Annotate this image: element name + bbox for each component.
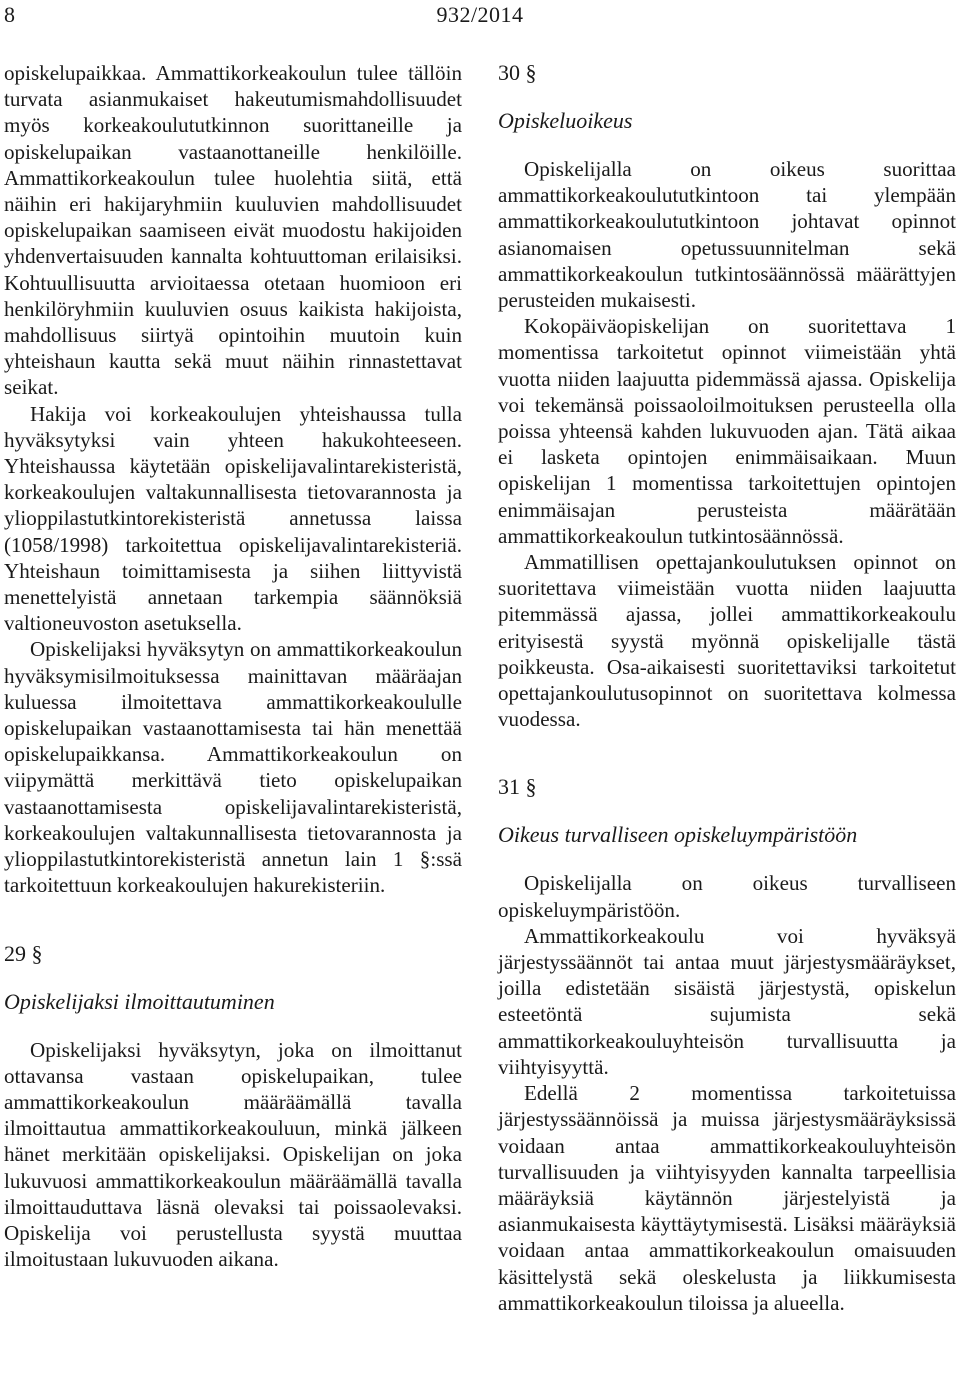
spacer: [498, 732, 956, 774]
section-number-31: 31 §: [498, 774, 537, 800]
spacer: [4, 899, 462, 941]
paragraph: Hakija voi korkeakoulujen yhteishaussa tulla hyväksytyksi vain yhteen hakukohteeseen. Yhteishaussa käytetään opiskelijavalintarekisteristä, korkeakoulujen valtakunnallisesta tietovarannosta ja ylioppilastutkintorekisteristä annetussa laissa (1058/1998) tarkoitettua opiskelijavalintarekisteriä. Yhteishaun toimittamisesta ja siihen liittyvistä menettelyistä annetaan tarkempia säännöksiä valtioneuvoston asetuksella.: [4, 401, 462, 636]
spacer: [498, 800, 956, 822]
paragraph: Ammattikorkeakoulu voi hyväksyä järjestyssäännöt tai antaa muut järjestysmääräykset, joilla edistetään sisäistä järjestystä, opiskelun esteetöntä sujumista sekä ammattikorkeakouluyhteisön turvallisuutta ja viihtyisyyttä.: [498, 923, 956, 1079]
left-column: [4, 60, 462, 1272]
paragraph: opiskelupaikkaa. Ammattikorkeakoulun tulee tällöin turvata asianmukaiset hakeutumismahdollisuudet myös korkeakoulututkinnon suorittaneille ja opiskelupaikan vastaanottaneille henkilöille. Ammattikorkeakoulun tulee huolehtia siitä, että näihin eri hakijaryhmiin kuuluvien mahdollisuudet opiskelupaikan saamiseen eivät muodostu hakijoiden yhdenvertaisuuden kannalta kohtuuttoman erilaisiksi. Kohtuullisuutta arvioitaessa otetaan huomioon eri henkilöryhmiin kuuluvien osuus kaikista hakijoista, mahdollisuus siirtyä opintoihin muutoin kuin yhteishaun kautta sekä muut näihin rinnastettavat seikat.: [4, 61, 462, 400]
spacer: [498, 848, 956, 870]
section-number-29: 29 §: [4, 940, 43, 966]
spacer: [498, 134, 956, 156]
section-title-30: Opiskeluoikeus: [498, 108, 633, 133]
right-column: [498, 60, 956, 1316]
paragraph: Opiskelijalla on oikeus turvalliseen opiskeluympäristöön.: [498, 871, 956, 922]
section-number-30: 30 §: [498, 60, 537, 85]
paragraph: Opiskelijaksi hyväksytyn, joka on ilmoittanut ottavansa vastaan opiskelupaikan, tulee ammattikorkeakoulun määräämällä tavalla ilmoittautua ammattikorkeakouluun, minkä jälkeen hänet merkitään opiskelijaksi. Opiskelijan on joka lukuvuosi ammattikorkeakoulun määräämällä tavalla ilmoittauduttava läsnä olevaksi tai poissaolevaksi. Opiskelija voi perustellusta syystä muuttaa ilmoitustaan lukuvuoden aikana.: [4, 1037, 462, 1272]
paragraph: Opiskelijalla on oikeus suorittaa ammattikorkeakoulututkintoon tai ylempään ammattikorkeakoulututkintoon johtavat opinnot asianomaisen opetussuunnitelman sekä ammattikorkeakoulun tutkintosäännössä määrättyjen perusteiden mukaisesti.: [498, 157, 956, 313]
spacer: [4, 1015, 462, 1037]
paragraph: Kokopäiväopiskelijan on suoritettava 1 momentissa tarkoitetut opinnot viimeistään yhtä vuotta niiden laajuutta pidemmässä ajassa. Opiskelija voi tekemänsä poissaoloilmoituksen perusteella olla poissa yhteensä kahden lukuvuoden ajan. Tätä aikaa ei lasketa opintojen enimmäisaikaan. Muun opiskelijan 1 momentissa tarkoitettujen opintojen enimmäisajan perusteista määrätään ammattikorkeakoulun tutkintosäännössä.: [498, 314, 956, 548]
section-title-29: Opiskelijaksi ilmoittautuminen: [4, 988, 275, 1014]
paragraph: Edellä 2 momentissa tarkoitetuissa järjestyssäännöissä ja muissa järjestysmääräyksissä voidaan antaa ammattikorkeakouluyhteisön turvallisuuden ja viihtyisyyden kannalta tarpeellisia määräyksiä käytännön järjestelyistä ja asianmukaisesta käyttäytymisestä. Lisäksi määräyksiä voidaan antaa ammattikorkeakoulun omaisuuden käsittelystä sekä oleskelusta ja liikkumisesta ammattikorkeakoulun tiloissa ja alueella.: [498, 1081, 956, 1315]
page-header: [0, 0, 960, 40]
paragraph: Ammatillisen opettajankoulutuksen opinnot on suoritettava viimeistään vuotta niiden laajuutta pitemmässä ajassa, jollei ammattikorkeakoulu erityisestä syystä myönnä opiskelijalle tästä poikkeusta. Osa-aikaisesti suoritettaviksi tarkoitetut opettajankoulutusopinnot on suoritettava kolmessa vuodessa.: [498, 550, 956, 732]
spacer: [4, 967, 462, 989]
spacer: [498, 86, 956, 108]
document-reference: 932/2014: [436, 2, 524, 27]
section-title-31: Oikeus turvalliseen opiskeluympäristöön: [498, 822, 858, 848]
paragraph: Opiskelijaksi hyväksytyn on ammattikorkeakoulun hyväksymisilmoituksessa mainittavan määräajan kuluessa ilmoitettava ammattikorkeakoululle opiskelupaikan vastaanottamisesta tai hän menettää opiskelupaikkansa. Ammattikorkeakoulun on viipymättä merkittävä tieto opiskelupaikan vastaanottamisesta opiskelijavalintarekisteristä, korkeakoulujen valtakunnallisesta tietovarannosta ja ylioppilastutkintorekisteristä annetun lain 1 §:ssä tarkoitettuun korkeakoulujen hakurekisteriin.: [4, 637, 462, 898]
page-number: 8: [4, 2, 15, 27]
